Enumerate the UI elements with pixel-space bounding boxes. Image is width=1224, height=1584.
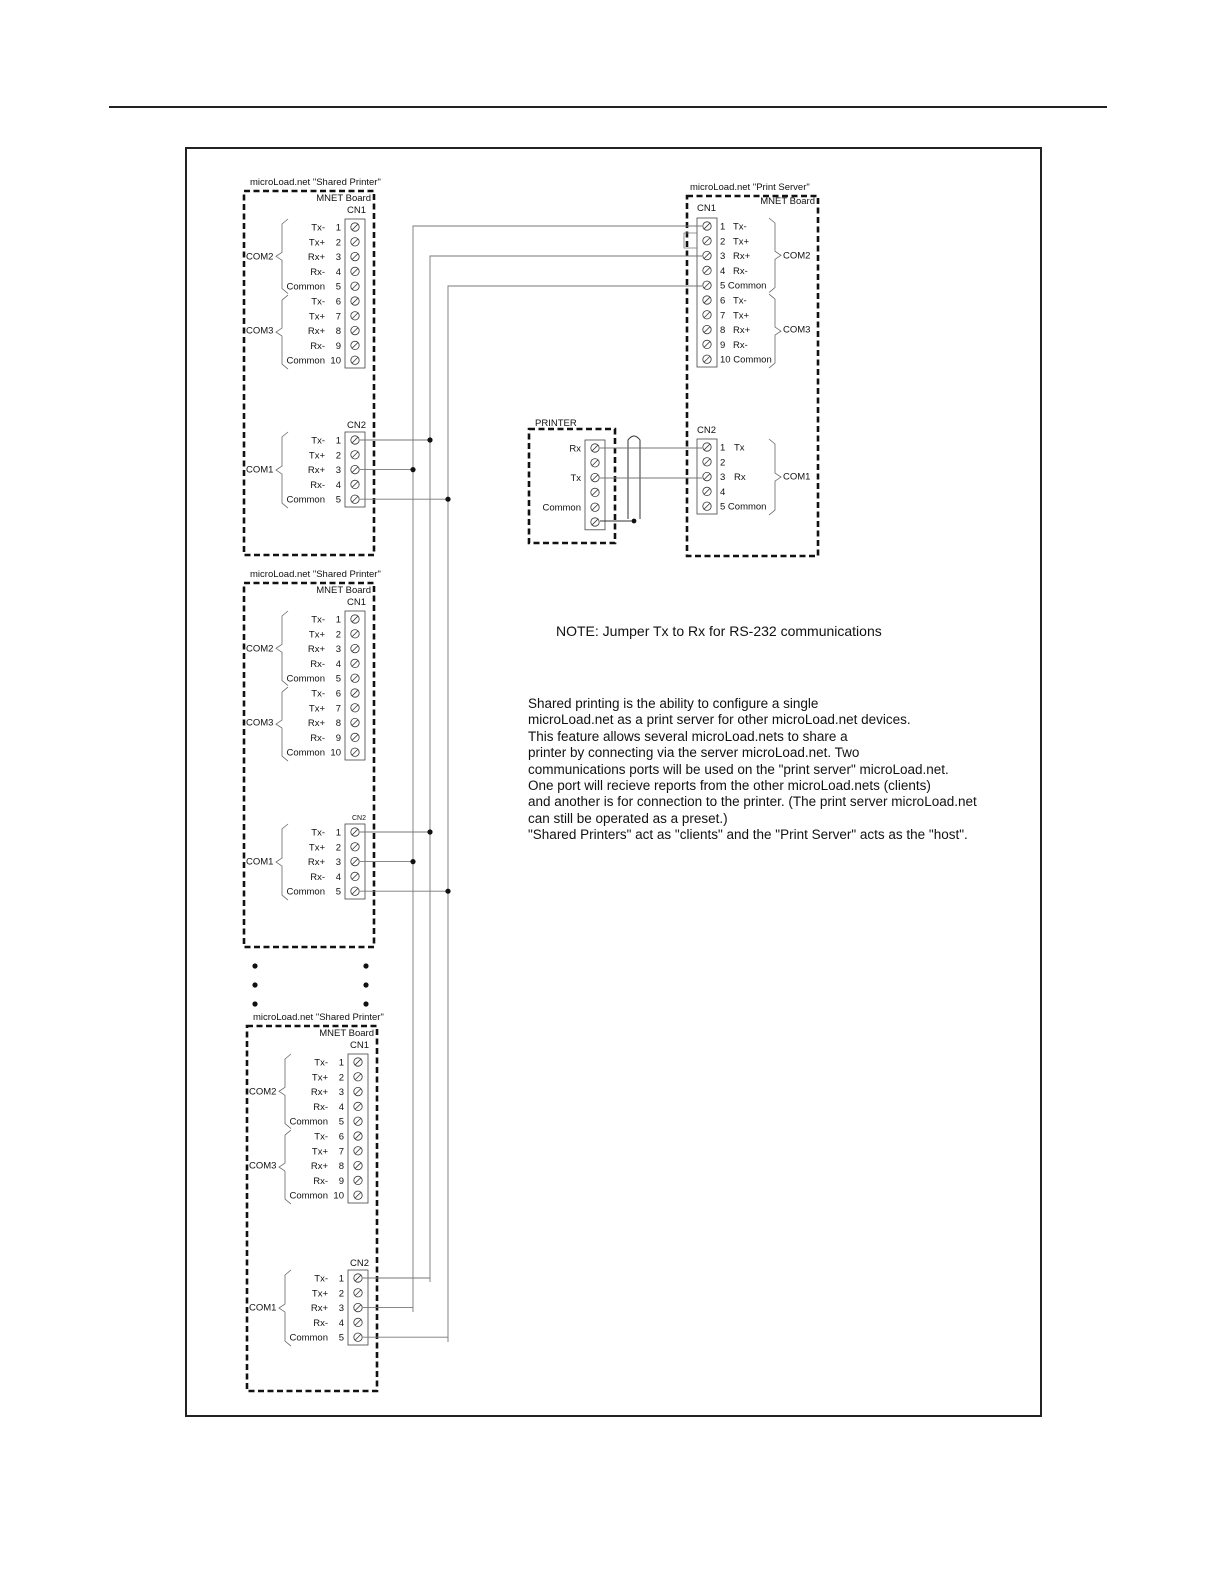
pin-number: 4 [720,265,726,277]
description-line: microLoad.net as a print server for other microLoad.net devices. [528,712,911,728]
jumper-note: NOTE: Jumper Tx to Rx for RS-232 communications [556,623,882,639]
pin-number: 3 [335,465,341,477]
pin-number: 5 [335,673,341,685]
pin-number: 3 [338,1087,344,1099]
continuation-dot [252,963,257,968]
port-label-com2: COM2 [246,643,274,655]
shared-printer-title: microLoad.net "Shared Printer" [253,1012,384,1023]
pin-signal: Common [286,355,325,367]
pin-signal: Common [289,1116,328,1128]
pin-signal: Common [286,886,325,898]
pin-signal: Tx+ [733,310,750,322]
continuation-dot [363,963,368,968]
port-label-com1: COM1 [249,1302,277,1314]
pin-signal: Rx+ [307,857,325,869]
pin-signal: Common [286,747,325,759]
pin-number: 4 [335,266,341,278]
junction-dot [632,519,637,524]
pin-signal: Common [286,281,325,293]
pin-signal: Tx [734,442,745,454]
pin-signal: Tx+ [308,311,325,323]
cn2-label: CN2 [351,815,366,822]
cn2-label: CN2 [697,425,717,436]
pin-signal: Rx+ [307,718,325,730]
pin-signal: Rx+ [307,644,325,656]
pin-signal: Tx+ [308,703,325,715]
pin-signal: Rx+ [307,252,325,264]
cn1-label: CN1 [349,1040,369,1051]
port-bracket [769,218,781,293]
pin-number: 5 [338,1332,344,1344]
pin-number: 1 [720,221,726,233]
pin-number: 2 [335,842,341,854]
port-label-com1: COM1 [246,464,274,476]
pin-number: 5 Common [720,280,767,292]
port-bracket [769,439,781,515]
pin-number: 2 [720,236,726,248]
cn1-label: CN1 [346,205,366,216]
pin-number: 6 [720,295,726,307]
pin-signal: Tx- [311,827,325,839]
pin-signal: Rx- [733,265,748,277]
pin-number: 8 [338,1161,344,1173]
pin-number: 1 [335,222,341,234]
printer-pin-signal: Common [542,502,581,514]
pin-number: 5 [338,1116,344,1128]
description-line: printer by connecting via the server microLoad.net. Two [528,745,860,761]
pin-signal: Rx- [313,1175,328,1187]
junction-dot [445,497,450,502]
junction-dot [445,889,450,894]
description-line: and another is for connection to the printer. (The print server microLoad.net [528,794,977,810]
printer-connector [585,440,605,530]
port-label-com3: COM3 [246,325,274,337]
pin-number: 2 [338,1072,344,1084]
description-text [528,696,977,844]
pin-number: 7 [720,310,726,322]
pin-signal: Rx+ [310,1087,328,1099]
pin-number: 1 [335,614,341,626]
description-line: Shared printing is the ability to configure a single [528,696,819,711]
board-label: MNET Board [316,193,371,204]
continuation-dot [363,982,368,987]
pin-number: 3 [335,252,341,264]
printer-jumper-loop [628,436,640,519]
pin-signal: Rx+ [307,465,325,477]
pin-signal: Rx+ [310,1161,328,1173]
port-label-com2: COM2 [246,251,274,263]
pin-number: 4 [335,658,341,670]
pin-number: 2 [335,237,341,249]
pin-signal: Tx+ [308,450,325,462]
shared-printer-board [244,569,381,947]
pin-signal: Rx+ [307,326,325,338]
pin-signal: Rx- [310,732,325,744]
junction-dot [427,437,432,442]
port-label-com2: COM2 [783,250,811,262]
pin-number: 10 Common [720,354,772,366]
pin-number: 3 [720,251,726,263]
pin-signal: Rx- [310,340,325,352]
pin-number: 6 [338,1131,344,1143]
pin-signal: Rx+ [310,1303,328,1315]
pin-signal: Tx- [733,221,747,233]
pin-signal: Tx+ [308,842,325,854]
pin-signal: Rx- [310,658,325,670]
pin-signal: Common [289,1332,328,1344]
pin-signal: Common [289,1190,328,1202]
continuation-dot [252,1001,257,1006]
pin-signal: Tx+ [733,236,750,248]
pin-number: 1 [720,442,726,454]
print-server-title: microLoad.net "Print Server" [690,182,810,193]
pin-signal: Tx+ [308,629,325,641]
pin-number: 3 [720,472,726,484]
port-label-com3: COM3 [246,717,274,729]
junction-dot [427,829,432,834]
description-line: This feature allows several microLoad.nets to share a [528,728,848,744]
pin-signal: Rx- [733,339,748,351]
shared-printer-title: microLoad.net "Shared Printer" [250,177,381,188]
pin-number: 6 [335,688,341,700]
pin-number: 1 [335,435,341,447]
pin-signal: Rx+ [733,251,751,263]
pin-number: 6 [335,296,341,308]
printer-box [529,418,640,543]
pin-signal: Tx+ [308,237,325,249]
pin-number: 4 [338,1317,344,1329]
pin-number: 4 [335,871,341,883]
description-line: communications ports will be used on the "print server" microLoad.net. [528,761,949,777]
pin-number: 7 [338,1146,344,1158]
pin-number: 7 [335,703,341,715]
pin-signal: Tx- [314,1057,328,1069]
pin-number: 10 [330,355,341,367]
pin-number: 5 [335,886,341,898]
printer-label: PRINTER [535,418,577,429]
board-label: MNET Board [319,1028,374,1039]
print-server-board [684,182,818,556]
pin-number: 3 [338,1303,344,1315]
pin-number: 9 [338,1175,344,1187]
pin-number: 5 [335,494,341,506]
pin-number: 9 [720,339,726,351]
shared-printer-board [244,177,381,555]
pin-number: 4 [338,1101,344,1113]
pin-signal: Tx+ [311,1072,328,1084]
pin-number: 8 [335,718,341,730]
pin-signal: Tx- [733,295,747,307]
shared-printer-board [247,1012,384,1391]
pin-number: 1 [338,1273,344,1285]
description-line: "Shared Printers" act as "clients" and the "Print Server" acts as the "host". [528,827,968,843]
port-label-com1: COM1 [246,856,274,868]
description-line: One port will recieve reports from the other microLoad.nets (clients) [528,778,931,794]
continuation-dot [252,982,257,987]
pin-number: 10 [330,747,341,759]
pin-signal: Common [286,494,325,506]
pin-signal: Rx- [310,871,325,883]
pin-signal: Tx- [311,222,325,234]
description-line: can still be operated as a preset.) [528,810,728,826]
port-label-com3: COM3 [249,1160,277,1172]
pin-signal: Tx- [311,296,325,308]
pin-number: 5 [335,281,341,293]
pin-number: 8 [720,325,726,337]
pin-number: 1 [338,1057,344,1069]
pin-number: 4 [335,479,341,491]
cn2-label: CN2 [349,1258,369,1269]
pin-signal: Tx+ [311,1288,328,1300]
pin-signal: Common [286,673,325,685]
pin-number: 3 [335,857,341,869]
pin-signal: Rx+ [733,325,751,337]
pin-signal: Rx- [310,479,325,491]
pin-signal: Tx- [311,435,325,447]
pin-number: 9 [335,732,341,744]
pin-number: 1 [335,827,341,839]
cn1-label: CN1 [697,203,717,214]
pin-signal: Tx- [314,1273,328,1285]
board-label: MNET Board [316,585,371,596]
cn1-label: CN1 [346,597,366,608]
continuation-dot [363,1001,368,1006]
junction-dot [410,859,415,864]
pin-number: 4 [720,486,726,498]
pin-signal: Rx- [313,1317,328,1329]
printer-pin-signal: Tx [570,473,581,485]
port-label-com1: COM1 [783,471,811,483]
pin-signal: Rx- [313,1101,328,1113]
pin-number: 3 [335,644,341,656]
pin-signal: Tx- [311,614,325,626]
pin-number: 2 [335,629,341,641]
port-label-com2: COM2 [249,1086,277,1098]
pin-number: 7 [335,311,341,323]
shared-printer-title: microLoad.net "Shared Printer" [250,569,381,580]
pin-number: 2 [720,457,726,469]
pin-number: 2 [335,450,341,462]
pin-signal: Tx- [314,1131,328,1143]
pin-number: 5 Common [720,501,767,513]
pin-number: 8 [335,326,341,338]
pin-signal: Rx- [310,266,325,278]
pin-signal: Tx+ [311,1146,328,1158]
pin-signal: Tx- [311,688,325,700]
port-label-com3: COM3 [783,324,811,336]
pin-number: 10 [333,1190,344,1202]
junction-dot [410,467,415,472]
board-label: MNET Board [760,196,815,207]
cn2-label: CN2 [346,420,366,431]
pin-signal: Rx [734,472,746,484]
printer-pin-signal: Rx [569,443,581,455]
pin-number: 9 [335,340,341,352]
pin-number: 2 [338,1288,344,1300]
